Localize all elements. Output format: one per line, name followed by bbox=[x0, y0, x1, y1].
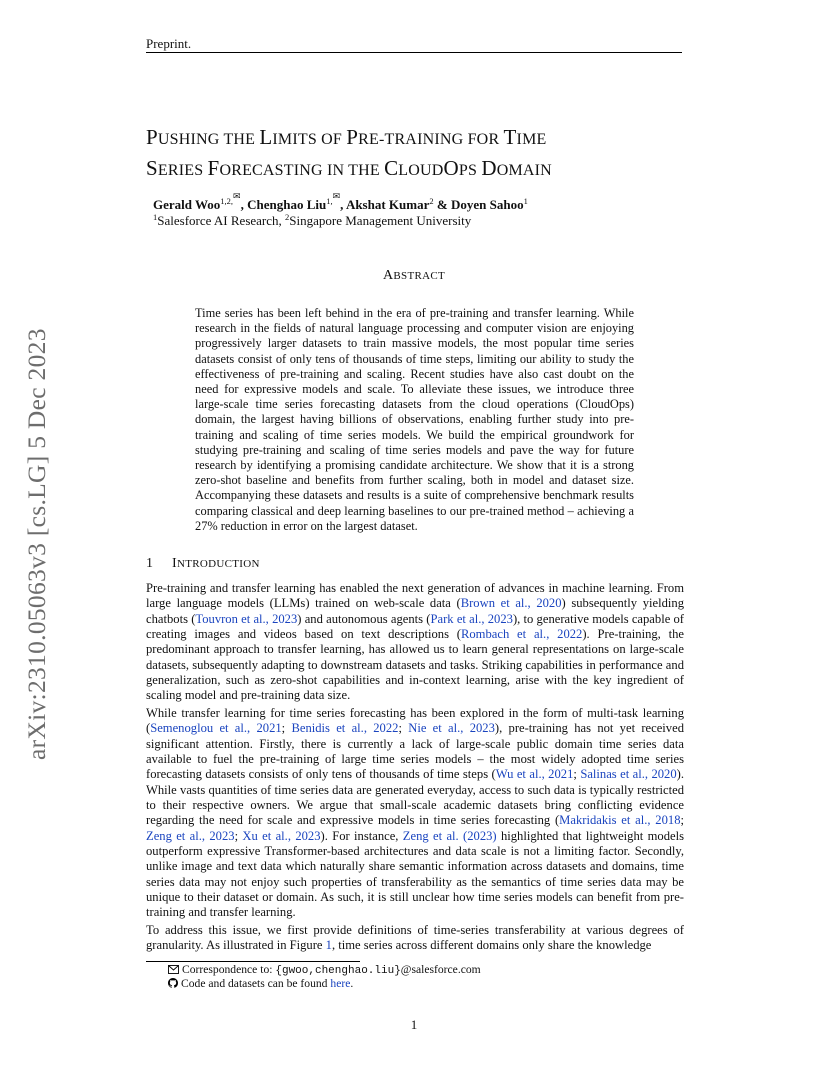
title-line-1 bbox=[146, 123, 706, 154]
page-number: 1 bbox=[410, 1017, 418, 1032]
citation-link[interactable]: Benidis et al., 2022 bbox=[291, 721, 399, 736]
code-suffix: . bbox=[350, 977, 354, 990]
code-link[interactable]: here bbox=[330, 977, 351, 990]
affiliation-mark: 1 bbox=[153, 212, 158, 222]
title-segment: USHING THE bbox=[157, 131, 260, 148]
correspondence-emails: {gwoo,chenghao.liu} bbox=[275, 965, 401, 977]
citation-link[interactable]: Rombach et al., 2022 bbox=[460, 627, 583, 642]
title-segment: P bbox=[346, 125, 359, 149]
citation-link[interactable]: Touvron et al., 2023 bbox=[195, 611, 298, 626]
title-segment: S bbox=[146, 156, 158, 180]
author-separator: & bbox=[433, 197, 451, 212]
author-name: Gerald Woo bbox=[153, 197, 221, 212]
correspondence-prefix: Correspondence to: bbox=[182, 963, 276, 976]
author-list bbox=[153, 191, 528, 213]
envelope-icon: ✉ bbox=[332, 191, 341, 201]
footnote-rule bbox=[146, 961, 360, 962]
citation-link[interactable]: Salinas et al., 2020 bbox=[580, 767, 677, 782]
running-header: Preprint. bbox=[146, 36, 192, 51]
author-separator: , bbox=[240, 197, 248, 212]
title-line-2 bbox=[146, 154, 706, 185]
section-title-rest: NTRODUCTION bbox=[176, 558, 260, 570]
header-rule bbox=[146, 52, 682, 53]
citation-link[interactable]: Semenoglou et al., 2021 bbox=[150, 721, 282, 736]
author-name: Chenghao Liu bbox=[247, 197, 327, 212]
title-segment: L bbox=[259, 125, 273, 149]
author-affiliation-mark: 2 bbox=[429, 196, 434, 206]
author-affiliation-mark: 1 bbox=[523, 196, 528, 206]
citation-link[interactable]: Zeng et al., 2023 bbox=[146, 828, 235, 843]
citation-link[interactable]: Brown et al., 2020 bbox=[460, 596, 562, 611]
abstract-heading bbox=[0, 268, 828, 284]
title-segment: IMITS OF bbox=[272, 131, 347, 148]
title-segment: RE-TRAINING FOR bbox=[358, 131, 504, 148]
author-name: Doyen Sahoo bbox=[450, 197, 524, 212]
author-name: Akshat Kumar bbox=[345, 197, 430, 212]
affiliation-name: Singapore Management University bbox=[289, 213, 472, 228]
citation-link[interactable]: Park et al., 2023 bbox=[430, 611, 513, 626]
author-affiliation-mark: 1,2,✉ bbox=[220, 191, 241, 206]
affiliation-name: Salesforce AI Research, bbox=[157, 213, 286, 228]
title-segment: O bbox=[443, 156, 459, 180]
paper-title bbox=[146, 123, 706, 185]
title-segment: ORECASTING IN THE bbox=[219, 162, 385, 179]
body-paragraph: Pre-training and transfer learning has enabled the next generation of advances in machine learning. From large language models (LLMs) trained on web-scale data (Brown et al., 2020) subsequently yielding chatbots (Touvron et al., 2023) and autonomous agents (Park et al., 2023), to generative models capable of creating images and videos based on text descriptions (Rombach et al., 2022). Pre-training, the predominant approach to transfer learning, has allowed us to learn general representations on large-scale datasets, subsequently adapting to downstream datasets and tasks. Striking capabilities in performance and generalization, such as zero-shot capabilities and in-context learning, arise with the key ingredient of scaling model and pre-training data size. bbox=[146, 581, 685, 703]
section-number: 1 bbox=[146, 556, 154, 571]
citation-link[interactable]: Xu et al., 2023 bbox=[242, 828, 321, 843]
abstract-heading-rest: BSTRACT bbox=[393, 270, 446, 282]
code-prefix: Code and datasets can be found bbox=[181, 977, 331, 990]
author-separator: , bbox=[340, 197, 346, 212]
envelope-icon: ✉ bbox=[233, 191, 241, 201]
envelope-icon bbox=[168, 964, 179, 977]
citation-link[interactable]: Makridakis et al., 2018 bbox=[559, 813, 681, 828]
title-segment: PS bbox=[458, 162, 482, 179]
citation-link[interactable]: Nie et al., 2023 bbox=[408, 721, 495, 736]
title-segment: IME bbox=[516, 131, 547, 148]
correspondence-domain: @salesforce.com bbox=[400, 963, 481, 976]
title-segment: LOUD bbox=[398, 162, 444, 179]
footnote-code bbox=[168, 977, 353, 991]
title-segment: ERIES bbox=[157, 162, 208, 179]
affiliation-mark: 2 bbox=[285, 212, 290, 222]
title-segment: OMAIN bbox=[496, 162, 552, 179]
author-affiliation-mark: 1,✉ bbox=[326, 191, 341, 206]
title-segment: F bbox=[207, 156, 220, 180]
section-title-cap: I bbox=[172, 556, 177, 571]
citation-link[interactable]: Zeng et al. (2023) bbox=[402, 828, 497, 843]
footnote-correspondence bbox=[168, 963, 481, 977]
arxiv-identifier: arXiv:2310.05063v3 [cs.LG] 5 Dec 2023 bbox=[22, 328, 51, 760]
title-segment: T bbox=[503, 125, 517, 149]
citation-link[interactable]: 1 bbox=[325, 938, 332, 953]
abstract-heading-cap: A bbox=[382, 268, 394, 283]
citation-link[interactable]: Wu et al., 2021 bbox=[495, 767, 574, 782]
github-icon bbox=[168, 978, 178, 991]
affiliations bbox=[153, 213, 471, 229]
title-segment: P bbox=[146, 125, 158, 149]
body-paragraph: To address this issue, we first provide definitions of time-series transferability at various degrees of granularity. As illustrated in Figure 1, time series across different domains only share the knowledge bbox=[146, 923, 684, 953]
section-heading bbox=[146, 556, 260, 572]
title-segment: D bbox=[481, 156, 497, 180]
abstract-text: Time series has been left behind in the era of pre-training and transfer learning. While research in the fields of natural language processing and computer vision are enjoying progressively larger datasets to train massive models, the most popular time series datasets consist of only tens of thousands of time steps, limiting our ability to study the effectiveness of pre-training and scaling. Recent studies have also cast doubt on the need for expressive models and scale. To alleviate these issues, we introduce three large-scale time series forecasting datasets from the cloud operations (CloudOps) domain, the largest having billions of observations, enabling further study into pre-training and scaling of time series models. We build the empirical groundwork for studying pre-training and scaling of time series models and pave the way for future research by identifying a promising candidate architecture. We show that it is a strong zero-shot baseline and benefits from further scaling, both in model and dataset size. Accompanying these datasets and results is a suite of comprehensive benchmark results comparing classical and deep learning baselines to our pre-trained method – achieving a 27% reduction in error on the largest dataset. bbox=[195, 306, 634, 533]
title-segment: C bbox=[384, 156, 399, 180]
body-paragraph: While transfer learning for time series forecasting has been explored in the form of multi-task learning (Semenoglou et al., 2021; Benidis et al., 2022; Nie et al., 2023), pre-training has not yet received significant attention. Firstly, there is currently a lack of large-scale public domain time series data available to fuel the pre-training of large time series models – the most widely adopted time series forecasting datasets consists of only tens of thousands of time steps (Wu et al., 2021; Salinas et al., 2020). While vasts quantities of time series data are generated everyday, access to such data is typically restricted to their respective owners. We argue that small-scale academic datasets bring conflicting evidence regarding the need for scale and expressive models in time series forecasting (Makridakis et al., 2018; Zeng et al., 2023; Xu et al., 2023). For instance, Zeng et al. (2023) highlighted that lightweight models outperform expressive Transformer-based architectures and data scale is not a limiting factor. Secondly, unlike image and text data which naturally share semantic information across datasets and domains, time series data may not enjoy such properties of transferability as the semantics of time series data may be unique to their dataset or domain. As such, it is still unclear how time series models can benefit from pre-training and transfer learning. bbox=[146, 706, 684, 920]
